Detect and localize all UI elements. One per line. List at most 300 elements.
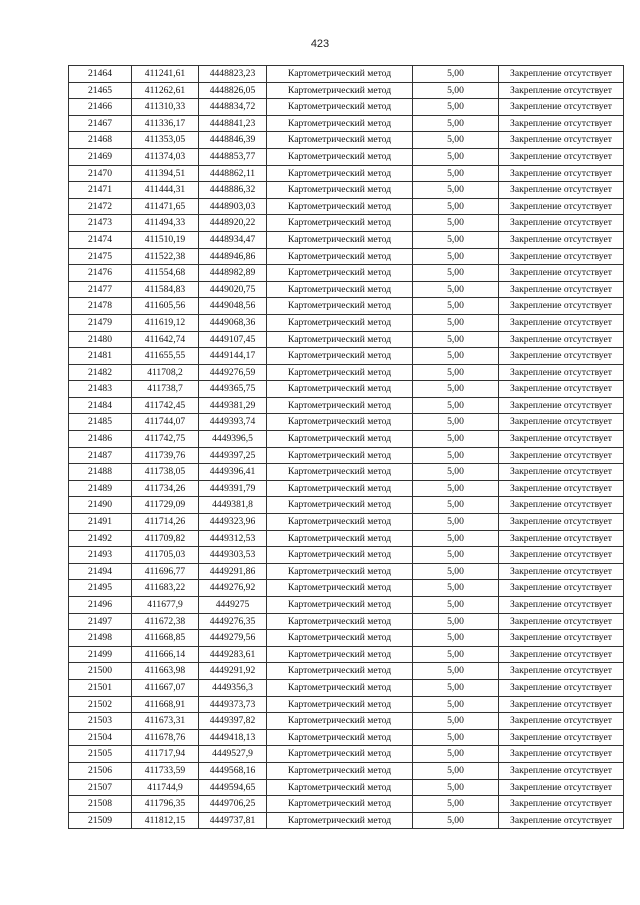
x-coordinate-cell: 411705,03 <box>132 547 199 564</box>
method-cell: Картометрический метод <box>267 762 413 779</box>
method-cell: Картометрический метод <box>267 414 413 431</box>
accuracy-cell: 5,00 <box>413 66 499 83</box>
point-number-cell: 21480 <box>69 331 132 348</box>
y-coordinate-cell: 4449396,5 <box>199 431 267 448</box>
point-number-cell: 21475 <box>69 248 132 265</box>
y-coordinate-cell: 4449283,61 <box>199 646 267 663</box>
fixation-cell: Закрепление отсутствует <box>499 298 624 315</box>
accuracy-cell: 5,00 <box>413 530 499 547</box>
accuracy-cell: 5,00 <box>413 812 499 829</box>
y-coordinate-cell: 4449020,75 <box>199 281 267 298</box>
method-cell: Картометрический метод <box>267 547 413 564</box>
y-coordinate-cell: 4449276,35 <box>199 613 267 630</box>
x-coordinate-cell: 411444,31 <box>132 182 199 199</box>
table-row <box>69 182 624 199</box>
point-number-cell: 21500 <box>69 663 132 680</box>
fixation-cell: Закрепление отсутствует <box>499 530 624 547</box>
point-number-cell: 21472 <box>69 198 132 215</box>
point-number-cell: 21502 <box>69 696 132 713</box>
method-cell: Картометрический метод <box>267 66 413 83</box>
y-coordinate-cell: 4448946,86 <box>199 248 267 265</box>
table-row <box>69 215 624 232</box>
x-coordinate-cell: 411655,55 <box>132 348 199 365</box>
table-row <box>69 713 624 730</box>
table-row <box>69 530 624 547</box>
table-row <box>69 248 624 265</box>
fixation-cell: Закрепление отсутствует <box>499 812 624 829</box>
fixation-cell: Закрепление отсутствует <box>499 580 624 597</box>
x-coordinate-cell: 411812,15 <box>132 812 199 829</box>
y-coordinate-cell: 4448886,32 <box>199 182 267 199</box>
accuracy-cell: 5,00 <box>413 762 499 779</box>
accuracy-cell: 5,00 <box>413 414 499 431</box>
method-cell: Картометрический метод <box>267 779 413 796</box>
method-cell: Картометрический метод <box>267 331 413 348</box>
fixation-cell: Закрепление отсутствует <box>499 364 624 381</box>
accuracy-cell: 5,00 <box>413 447 499 464</box>
point-number-cell: 21464 <box>69 66 132 83</box>
method-cell: Картометрический метод <box>267 265 413 282</box>
table-row <box>69 796 624 813</box>
accuracy-cell: 5,00 <box>413 630 499 647</box>
fixation-cell: Закрепление отсутствует <box>499 331 624 348</box>
table-row <box>69 364 624 381</box>
fixation-cell: Закрепление отсутствует <box>499 182 624 199</box>
x-coordinate-cell: 411708,2 <box>132 364 199 381</box>
fixation-cell: Закрепление отсутствует <box>499 397 624 414</box>
x-coordinate-cell: 411374,03 <box>132 148 199 165</box>
fixation-cell: Закрепление отсутствует <box>499 746 624 763</box>
x-coordinate-cell: 411714,26 <box>132 514 199 531</box>
table-row <box>69 447 624 464</box>
accuracy-cell: 5,00 <box>413 746 499 763</box>
x-coordinate-cell: 411729,09 <box>132 497 199 514</box>
x-coordinate-cell: 411663,98 <box>132 663 199 680</box>
accuracy-cell: 5,00 <box>413 198 499 215</box>
table-row <box>69 580 624 597</box>
method-cell: Картометрический метод <box>267 679 413 696</box>
accuracy-cell: 5,00 <box>413 597 499 614</box>
point-number-cell: 21492 <box>69 530 132 547</box>
table-row <box>69 298 624 315</box>
method-cell: Картометрический метод <box>267 281 413 298</box>
table-row <box>69 547 624 564</box>
accuracy-cell: 5,00 <box>413 165 499 182</box>
x-coordinate-cell: 411742,75 <box>132 431 199 448</box>
fixation-cell: Закрепление отсутствует <box>499 281 624 298</box>
y-coordinate-cell: 4449381,8 <box>199 497 267 514</box>
x-coordinate-cell: 411673,31 <box>132 713 199 730</box>
table-row <box>69 663 624 680</box>
y-coordinate-cell: 4449568,16 <box>199 762 267 779</box>
method-cell: Картометрический метод <box>267 348 413 365</box>
fixation-cell: Закрепление отсутствует <box>499 99 624 116</box>
x-coordinate-cell: 411642,74 <box>132 331 199 348</box>
table-row <box>69 497 624 514</box>
y-coordinate-cell: 4449276,92 <box>199 580 267 597</box>
fixation-cell: Закрепление отсутствует <box>499 314 624 331</box>
fixation-cell: Закрепление отсутствует <box>499 696 624 713</box>
table-row <box>69 231 624 248</box>
table-row <box>69 414 624 431</box>
y-coordinate-cell: 4449279,56 <box>199 630 267 647</box>
y-coordinate-cell: 4449323,96 <box>199 514 267 531</box>
table-row <box>69 812 624 829</box>
x-coordinate-cell: 411666,14 <box>132 646 199 663</box>
x-coordinate-cell: 411241,61 <box>132 66 199 83</box>
y-coordinate-cell: 4449356,3 <box>199 679 267 696</box>
method-cell: Картометрический метод <box>267 464 413 481</box>
y-coordinate-cell: 4448853,77 <box>199 148 267 165</box>
accuracy-cell: 5,00 <box>413 547 499 564</box>
accuracy-cell: 5,00 <box>413 265 499 282</box>
table-row <box>69 148 624 165</box>
method-cell: Картометрический метод <box>267 713 413 730</box>
method-cell: Картометрический метод <box>267 480 413 497</box>
method-cell: Картометрический метод <box>267 530 413 547</box>
accuracy-cell: 5,00 <box>413 580 499 597</box>
y-coordinate-cell: 4448841,23 <box>199 115 267 132</box>
table-row <box>69 431 624 448</box>
y-coordinate-cell: 4449393,74 <box>199 414 267 431</box>
accuracy-cell: 5,00 <box>413 663 499 680</box>
method-cell: Картометрический метод <box>267 796 413 813</box>
fixation-cell: Закрепление отсутствует <box>499 447 624 464</box>
x-coordinate-cell: 411744,9 <box>132 779 199 796</box>
method-cell: Картометрический метод <box>267 314 413 331</box>
x-coordinate-cell: 411668,91 <box>132 696 199 713</box>
accuracy-cell: 5,00 <box>413 696 499 713</box>
y-coordinate-cell: 4449048,56 <box>199 298 267 315</box>
x-coordinate-cell: 411742,45 <box>132 397 199 414</box>
table-row <box>69 265 624 282</box>
point-number-cell: 21506 <box>69 762 132 779</box>
y-coordinate-cell: 4449527,9 <box>199 746 267 763</box>
accuracy-cell: 5,00 <box>413 215 499 232</box>
fixation-cell: Закрепление отсутствует <box>499 779 624 796</box>
fixation-cell: Закрепление отсутствует <box>499 248 624 265</box>
accuracy-cell: 5,00 <box>413 646 499 663</box>
point-number-cell: 21481 <box>69 348 132 365</box>
point-number-cell: 21476 <box>69 265 132 282</box>
point-number-cell: 21498 <box>69 630 132 647</box>
point-number-cell: 21465 <box>69 82 132 99</box>
y-coordinate-cell: 4449418,13 <box>199 729 267 746</box>
table-row <box>69 99 624 116</box>
table-row <box>69 132 624 149</box>
accuracy-cell: 5,00 <box>413 331 499 348</box>
point-number-cell: 21509 <box>69 812 132 829</box>
method-cell: Картометрический метод <box>267 812 413 829</box>
accuracy-cell: 5,00 <box>413 431 499 448</box>
method-cell: Картометрический метод <box>267 198 413 215</box>
accuracy-cell: 5,00 <box>413 148 499 165</box>
point-number-cell: 21474 <box>69 231 132 248</box>
accuracy-cell: 5,00 <box>413 364 499 381</box>
method-cell: Картометрический метод <box>267 563 413 580</box>
y-coordinate-cell: 4448982,89 <box>199 265 267 282</box>
y-coordinate-cell: 4449391,79 <box>199 480 267 497</box>
method-cell: Картометрический метод <box>267 663 413 680</box>
x-coordinate-cell: 411696,77 <box>132 563 199 580</box>
y-coordinate-cell: 4449107,45 <box>199 331 267 348</box>
point-number-cell: 21470 <box>69 165 132 182</box>
accuracy-cell: 5,00 <box>413 514 499 531</box>
table-row <box>69 597 624 614</box>
accuracy-cell: 5,00 <box>413 613 499 630</box>
point-number-cell: 21499 <box>69 646 132 663</box>
method-cell: Картометрический метод <box>267 646 413 663</box>
fixation-cell: Закрепление отсутствует <box>499 663 624 680</box>
accuracy-cell: 5,00 <box>413 563 499 580</box>
point-number-cell: 21486 <box>69 431 132 448</box>
x-coordinate-cell: 411310,33 <box>132 99 199 116</box>
y-coordinate-cell: 4449365,75 <box>199 381 267 398</box>
fixation-cell: Закрепление отсутствует <box>499 381 624 398</box>
point-number-cell: 21504 <box>69 729 132 746</box>
point-number-cell: 21473 <box>69 215 132 232</box>
x-coordinate-cell: 411672,38 <box>132 613 199 630</box>
table-row <box>69 66 624 83</box>
page-number: 423 <box>310 38 330 50</box>
fixation-cell: Закрепление отсутствует <box>499 414 624 431</box>
point-number-cell: 21466 <box>69 99 132 116</box>
accuracy-cell: 5,00 <box>413 480 499 497</box>
x-coordinate-cell: 411494,33 <box>132 215 199 232</box>
fixation-cell: Закрепление отсутствует <box>499 547 624 564</box>
fixation-cell: Закрепление отсутствует <box>499 115 624 132</box>
y-coordinate-cell: 4449594,65 <box>199 779 267 796</box>
y-coordinate-cell: 4448934,47 <box>199 231 267 248</box>
y-coordinate-cell: 4448834,72 <box>199 99 267 116</box>
table-row <box>69 314 624 331</box>
point-number-cell: 21489 <box>69 480 132 497</box>
table-row <box>69 165 624 182</box>
method-cell: Картометрический метод <box>267 397 413 414</box>
y-coordinate-cell: 4449068,36 <box>199 314 267 331</box>
fixation-cell: Закрепление отсутствует <box>499 514 624 531</box>
fixation-cell: Закрепление отсутствует <box>499 762 624 779</box>
fixation-cell: Закрепление отсутствует <box>499 348 624 365</box>
method-cell: Картометрический метод <box>267 215 413 232</box>
table-row <box>69 779 624 796</box>
fixation-cell: Закрепление отсутствует <box>499 431 624 448</box>
accuracy-cell: 5,00 <box>413 99 499 116</box>
accuracy-cell: 5,00 <box>413 82 499 99</box>
y-coordinate-cell: 4448862,11 <box>199 165 267 182</box>
y-coordinate-cell: 4449397,82 <box>199 713 267 730</box>
point-number-cell: 21487 <box>69 447 132 464</box>
table-row <box>69 381 624 398</box>
y-coordinate-cell: 4448903,03 <box>199 198 267 215</box>
x-coordinate-cell: 411739,76 <box>132 447 199 464</box>
y-coordinate-cell: 4449381,29 <box>199 397 267 414</box>
accuracy-cell: 5,00 <box>413 679 499 696</box>
point-number-cell: 21496 <box>69 597 132 614</box>
accuracy-cell: 5,00 <box>413 298 499 315</box>
point-number-cell: 21479 <box>69 314 132 331</box>
point-number-cell: 21490 <box>69 497 132 514</box>
point-number-cell: 21501 <box>69 679 132 696</box>
y-coordinate-cell: 4449291,92 <box>199 663 267 680</box>
table-row <box>69 563 624 580</box>
x-coordinate-cell: 411353,05 <box>132 132 199 149</box>
y-coordinate-cell: 4449737,81 <box>199 812 267 829</box>
x-coordinate-cell: 411471,65 <box>132 198 199 215</box>
x-coordinate-cell: 411796,35 <box>132 796 199 813</box>
fixation-cell: Закрепление отсутствует <box>499 265 624 282</box>
table-row <box>69 82 624 99</box>
x-coordinate-cell: 411678,76 <box>132 729 199 746</box>
table-row <box>69 331 624 348</box>
x-coordinate-cell: 411677,9 <box>132 597 199 614</box>
accuracy-cell: 5,00 <box>413 115 499 132</box>
accuracy-cell: 5,00 <box>413 729 499 746</box>
point-number-cell: 21497 <box>69 613 132 630</box>
fixation-cell: Закрепление отсутствует <box>499 613 624 630</box>
method-cell: Картометрический метод <box>267 364 413 381</box>
y-coordinate-cell: 4449396,41 <box>199 464 267 481</box>
point-number-cell: 21488 <box>69 464 132 481</box>
fixation-cell: Закрепление отсутствует <box>499 231 624 248</box>
x-coordinate-cell: 411709,82 <box>132 530 199 547</box>
point-number-cell: 21508 <box>69 796 132 813</box>
method-cell: Картометрический метод <box>267 597 413 614</box>
y-coordinate-cell: 4448846,39 <box>199 132 267 149</box>
x-coordinate-cell: 411510,19 <box>132 231 199 248</box>
coordinates-table-body <box>69 66 624 829</box>
table-row <box>69 746 624 763</box>
point-number-cell: 21491 <box>69 514 132 531</box>
table-row <box>69 646 624 663</box>
x-coordinate-cell: 411734,26 <box>132 480 199 497</box>
y-coordinate-cell: 4449275 <box>199 597 267 614</box>
method-cell: Картометрический метод <box>267 381 413 398</box>
table-row <box>69 630 624 647</box>
x-coordinate-cell: 411605,56 <box>132 298 199 315</box>
point-number-cell: 21483 <box>69 381 132 398</box>
accuracy-cell: 5,00 <box>413 348 499 365</box>
accuracy-cell: 5,00 <box>413 132 499 149</box>
y-coordinate-cell: 4449706,25 <box>199 796 267 813</box>
method-cell: Картометрический метод <box>267 514 413 531</box>
method-cell: Картометрический метод <box>267 580 413 597</box>
method-cell: Картометрический метод <box>267 115 413 132</box>
x-coordinate-cell: 411554,68 <box>132 265 199 282</box>
y-coordinate-cell: 4449276,59 <box>199 364 267 381</box>
method-cell: Картометрический метод <box>267 613 413 630</box>
x-coordinate-cell: 411522,38 <box>132 248 199 265</box>
point-number-cell: 21494 <box>69 563 132 580</box>
y-coordinate-cell: 4448823,23 <box>199 66 267 83</box>
accuracy-cell: 5,00 <box>413 397 499 414</box>
accuracy-cell: 5,00 <box>413 281 499 298</box>
x-coordinate-cell: 411738,05 <box>132 464 199 481</box>
point-number-cell: 21484 <box>69 397 132 414</box>
fixation-cell: Закрепление отсутствует <box>499 597 624 614</box>
y-coordinate-cell: 4449373,73 <box>199 696 267 713</box>
fixation-cell: Закрепление отсутствует <box>499 796 624 813</box>
point-number-cell: 21495 <box>69 580 132 597</box>
method-cell: Картометрический метод <box>267 497 413 514</box>
fixation-cell: Закрепление отсутствует <box>499 464 624 481</box>
fixation-cell: Закрепление отсутствует <box>499 132 624 149</box>
method-cell: Картометрический метод <box>267 248 413 265</box>
point-number-cell: 21467 <box>69 115 132 132</box>
method-cell: Картометрический метод <box>267 298 413 315</box>
fixation-cell: Закрепление отсутствует <box>499 646 624 663</box>
accuracy-cell: 5,00 <box>413 381 499 398</box>
table-row <box>69 679 624 696</box>
method-cell: Картометрический метод <box>267 182 413 199</box>
fixation-cell: Закрепление отсутствует <box>499 148 624 165</box>
table-row <box>69 464 624 481</box>
accuracy-cell: 5,00 <box>413 796 499 813</box>
point-number-cell: 21505 <box>69 746 132 763</box>
y-coordinate-cell: 4449312,53 <box>199 530 267 547</box>
x-coordinate-cell: 411336,17 <box>132 115 199 132</box>
accuracy-cell: 5,00 <box>413 713 499 730</box>
y-coordinate-cell: 4449303,53 <box>199 547 267 564</box>
point-number-cell: 21507 <box>69 779 132 796</box>
method-cell: Картометрический метод <box>267 82 413 99</box>
method-cell: Картометрический метод <box>267 231 413 248</box>
method-cell: Картометрический метод <box>267 99 413 116</box>
accuracy-cell: 5,00 <box>413 231 499 248</box>
method-cell: Картометрический метод <box>267 165 413 182</box>
fixation-cell: Закрепление отсутствует <box>499 198 624 215</box>
method-cell: Картометрический метод <box>267 696 413 713</box>
accuracy-cell: 5,00 <box>413 779 499 796</box>
point-number-cell: 21477 <box>69 281 132 298</box>
y-coordinate-cell: 4449397,25 <box>199 447 267 464</box>
table-row <box>69 514 624 531</box>
point-number-cell: 21469 <box>69 148 132 165</box>
table-row <box>69 613 624 630</box>
x-coordinate-cell: 411744,07 <box>132 414 199 431</box>
x-coordinate-cell: 411733,59 <box>132 762 199 779</box>
fixation-cell: Закрепление отсутствует <box>499 713 624 730</box>
fixation-cell: Закрепление отсутствует <box>499 165 624 182</box>
x-coordinate-cell: 411262,61 <box>132 82 199 99</box>
point-number-cell: 21503 <box>69 713 132 730</box>
fixation-cell: Закрепление отсутствует <box>499 480 624 497</box>
accuracy-cell: 5,00 <box>413 182 499 199</box>
table-row <box>69 348 624 365</box>
accuracy-cell: 5,00 <box>413 464 499 481</box>
coordinates-table <box>68 65 624 829</box>
table-row <box>69 281 624 298</box>
table-row <box>69 729 624 746</box>
point-number-cell: 21482 <box>69 364 132 381</box>
fixation-cell: Закрепление отсутствует <box>499 66 624 83</box>
point-number-cell: 21468 <box>69 132 132 149</box>
method-cell: Картометрический метод <box>267 729 413 746</box>
point-number-cell: 21485 <box>69 414 132 431</box>
y-coordinate-cell: 4449291,86 <box>199 563 267 580</box>
fixation-cell: Закрепление отсутствует <box>499 679 624 696</box>
table-row <box>69 762 624 779</box>
fixation-cell: Закрепление отсутствует <box>499 82 624 99</box>
point-number-cell: 21471 <box>69 182 132 199</box>
x-coordinate-cell: 411683,22 <box>132 580 199 597</box>
point-number-cell: 21493 <box>69 547 132 564</box>
point-number-cell: 21478 <box>69 298 132 315</box>
x-coordinate-cell: 411619,12 <box>132 314 199 331</box>
table-row <box>69 696 624 713</box>
fixation-cell: Закрепление отсутствует <box>499 563 624 580</box>
x-coordinate-cell: 411667,07 <box>132 679 199 696</box>
